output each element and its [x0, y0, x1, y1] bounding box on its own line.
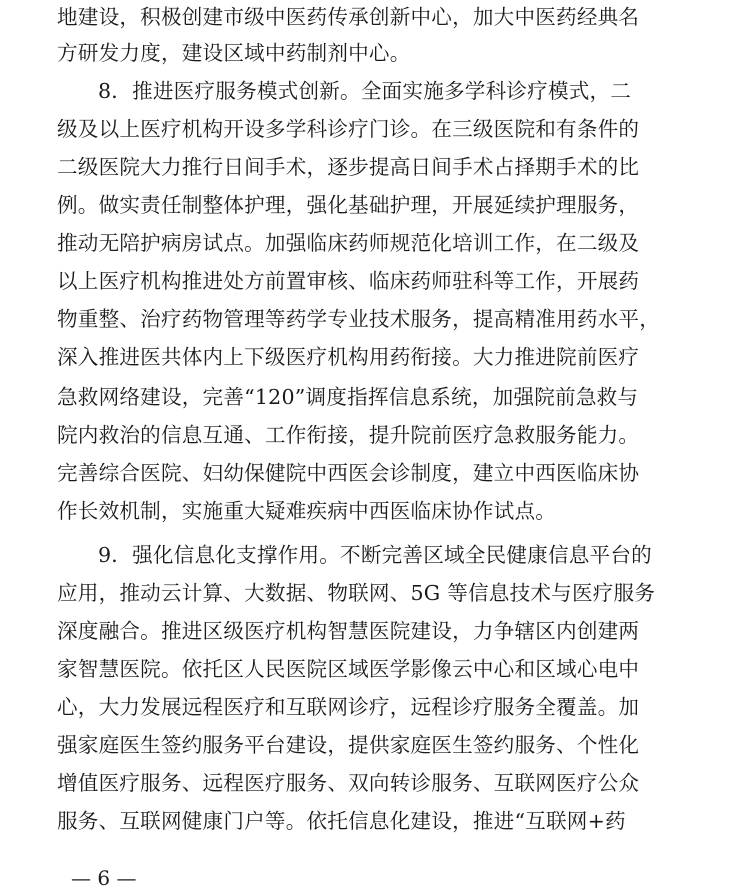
text-line: 物重整、治疗药物管理等药学专业技术服务，提高精准用药水平，: [57, 307, 661, 331]
text-line: 作长效机制，实施重大疑难疾病中西医临床协作试点。: [57, 499, 557, 523]
text-line: 以上医疗机构推进处方前置审核、临床药师驻科等工作，开展药: [57, 269, 640, 293]
text-line: 地建设，积极创建市级中医药传承创新中心，加大中医药经典名: [57, 5, 640, 29]
text-line: 例。做实责任制整体护理，强化基础护理，开展延续护理服务，: [57, 193, 640, 217]
text-line: 推动无陪护病房试点。加强临床药师规范化培训工作，在二级及: [57, 231, 640, 255]
text-line: 院内救治的信息互通、工作衔接，提升院前医疗急救服务能力。: [57, 423, 640, 447]
text-line: 二级医院大力推行日间手术，逐步提高日间手术占择期手术的比: [57, 155, 640, 179]
text-line: 深度融合。推进区级医疗机构智慧医院建设，力争辖区内创建两: [57, 619, 640, 643]
text-line: 急救网络建设，完善“120”调度指挥信息系统，加强院前急救与: [57, 385, 639, 409]
text-line: 心，大力发展远程医疗和互联网诊疗，远程诊疗服务全覆盖。加: [57, 695, 640, 719]
text-line: 应用，推动云计算、大数据、物联网、5G 等信息技术与医疗服务: [57, 581, 656, 605]
text-line: 完善综合医院、妇幼保健院中西医会诊制度，建立中西医临床协: [57, 461, 640, 485]
page-number: — 6 —: [71, 866, 137, 890]
text-line: 方研发力度，建设区域中药制剂中心。: [57, 41, 411, 65]
text-line: 服务、互联网健康门户等。依托信息化建设，推进“互联网+药: [57, 809, 626, 833]
text-line: 强家庭医生签约服务平台建设，提供家庭医生签约服务、个性化: [57, 733, 640, 757]
text-line: 家智慧医院。依托区人民医院区域医学影像云中心和区域心电中: [57, 657, 640, 681]
section-8-heading-line: 8．推进医疗服务模式创新。全面实施多学科诊疗模式，二: [98, 79, 632, 103]
text-line: 增值医疗服务、远程医疗服务、双向转诊服务、互联网医疗公众: [57, 771, 640, 795]
text-line: 级及以上医疗机构开设多学科诊疗门诊。在三级医院和有条件的: [57, 117, 640, 141]
section-9-heading-line: 9．强化信息化支撑作用。不断完善区域全民健康信息平台的: [98, 543, 652, 567]
text-line: 深入推进医共体内上下级医疗机构用药衔接。大力推进院前医疗: [57, 345, 640, 369]
